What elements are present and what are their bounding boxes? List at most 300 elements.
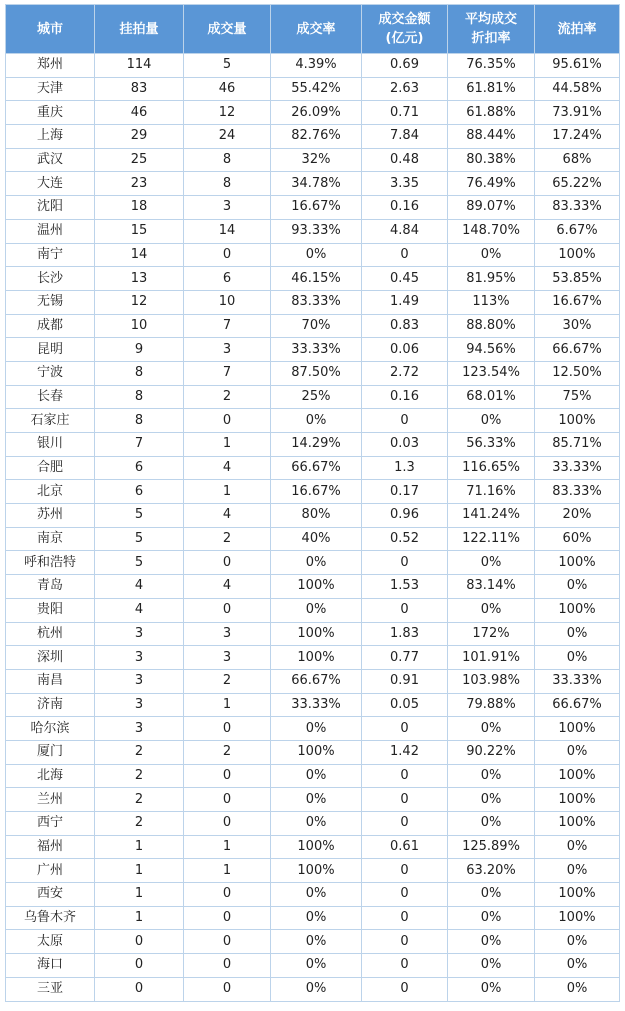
cell-sold: 1 (184, 433, 271, 457)
table-row (6, 172, 620, 196)
cell-deal-rate: 26.09% (271, 101, 362, 125)
cell-failed-rate: 66.67% (535, 338, 620, 362)
cell-sold: 0 (184, 977, 271, 1001)
cell-deal-amount: 0 (362, 812, 448, 836)
cell-failed-rate: 0% (535, 954, 620, 978)
cell-failed-rate: 73.91% (535, 101, 620, 125)
table-row (6, 314, 620, 338)
cell-deal-rate: 0% (271, 930, 362, 954)
cell-failed-rate: 100% (535, 906, 620, 930)
cell-city: 厦门 (6, 740, 95, 764)
cell-failed-rate: 44.58% (535, 77, 620, 101)
table-header (6, 5, 620, 54)
cell-listed: 5 (95, 504, 184, 528)
cell-listed: 15 (95, 219, 184, 243)
cell-deal-rate: 46.15% (271, 267, 362, 291)
cell-avg-discount: 68.01% (448, 385, 535, 409)
cell-failed-rate: 53.85% (535, 267, 620, 291)
cell-failed-rate: 17.24% (535, 125, 620, 149)
cell-failed-rate: 33.33% (535, 456, 620, 480)
cell-deal-rate: 0% (271, 551, 362, 575)
table-row (6, 101, 620, 125)
cell-deal-amount: 4.84 (362, 219, 448, 243)
cell-deal-amount: 1.42 (362, 740, 448, 764)
cell-avg-discount: 61.88% (448, 101, 535, 125)
cell-failed-rate: 30% (535, 314, 620, 338)
cell-city: 乌鲁木齐 (6, 906, 95, 930)
cell-sold: 8 (184, 148, 271, 172)
cell-sold: 3 (184, 646, 271, 670)
cell-deal-amount: 0.69 (362, 54, 448, 78)
cell-avg-discount: 0% (448, 977, 535, 1001)
cell-deal-amount: 0.03 (362, 433, 448, 457)
table-row (6, 551, 620, 575)
table-row (6, 385, 620, 409)
cell-deal-amount: 2.63 (362, 77, 448, 101)
cell-failed-rate: 6.67% (535, 219, 620, 243)
cell-avg-discount: 0% (448, 243, 535, 267)
cell-sold: 7 (184, 361, 271, 385)
cell-listed: 1 (95, 906, 184, 930)
cell-deal-rate: 100% (271, 835, 362, 859)
cell-city: 南京 (6, 527, 95, 551)
cell-listed: 3 (95, 717, 184, 741)
table-row (6, 409, 620, 433)
cell-city: 苏州 (6, 504, 95, 528)
cell-deal-amount: 1.53 (362, 575, 448, 599)
cell-city: 哈尔滨 (6, 717, 95, 741)
cell-avg-discount: 0% (448, 788, 535, 812)
cell-sold: 0 (184, 598, 271, 622)
cell-listed: 3 (95, 669, 184, 693)
cell-sold: 10 (184, 290, 271, 314)
cell-failed-rate: 0% (535, 930, 620, 954)
cell-failed-rate: 20% (535, 504, 620, 528)
cell-deal-rate: 100% (271, 646, 362, 670)
cell-deal-rate: 70% (271, 314, 362, 338)
cell-failed-rate: 33.33% (535, 669, 620, 693)
cell-listed: 2 (95, 812, 184, 836)
cell-listed: 7 (95, 433, 184, 457)
table-row (6, 954, 620, 978)
cell-deal-rate: 16.67% (271, 480, 362, 504)
cell-deal-amount: 0.16 (362, 196, 448, 220)
cell-avg-discount: 125.89% (448, 835, 535, 859)
cell-failed-rate: 95.61% (535, 54, 620, 78)
cell-deal-amount: 0 (362, 954, 448, 978)
cell-failed-rate: 75% (535, 385, 620, 409)
header-listed (95, 5, 184, 54)
cell-city: 杭州 (6, 622, 95, 646)
cell-listed: 83 (95, 77, 184, 101)
cell-avg-discount: 103.98% (448, 669, 535, 693)
header-failed-rate (535, 5, 620, 54)
cell-deal-rate: 0% (271, 977, 362, 1001)
cell-listed: 8 (95, 385, 184, 409)
cell-deal-rate: 0% (271, 409, 362, 433)
cell-deal-rate: 83.33% (271, 290, 362, 314)
cell-deal-amount: 0.48 (362, 148, 448, 172)
cell-failed-rate: 0% (535, 646, 620, 670)
cell-deal-amount: 0 (362, 243, 448, 267)
cell-deal-rate: 100% (271, 859, 362, 883)
cell-listed: 1 (95, 835, 184, 859)
cell-deal-rate: 25% (271, 385, 362, 409)
table-row (6, 622, 620, 646)
cell-avg-discount: 88.80% (448, 314, 535, 338)
cell-sold: 0 (184, 551, 271, 575)
cell-sold: 0 (184, 930, 271, 954)
cell-sold: 1 (184, 859, 271, 883)
cell-avg-discount: 0% (448, 409, 535, 433)
cell-avg-discount: 71.16% (448, 480, 535, 504)
cell-deal-amount: 2.72 (362, 361, 448, 385)
cell-sold: 2 (184, 527, 271, 551)
cell-failed-rate: 16.67% (535, 290, 620, 314)
table-row (6, 456, 620, 480)
header-sold (184, 5, 271, 54)
cell-deal-rate: 0% (271, 243, 362, 267)
cell-failed-rate: 100% (535, 788, 620, 812)
table-row (6, 196, 620, 220)
cell-deal-rate: 0% (271, 883, 362, 907)
cell-listed: 12 (95, 290, 184, 314)
cell-deal-rate: 100% (271, 622, 362, 646)
cell-listed: 3 (95, 646, 184, 670)
header-avg-discount (448, 5, 535, 54)
cell-sold: 2 (184, 385, 271, 409)
cell-city: 郑州 (6, 54, 95, 78)
cell-deal-rate: 0% (271, 717, 362, 741)
cell-failed-rate: 83.33% (535, 196, 620, 220)
cell-sold: 4 (184, 575, 271, 599)
cell-deal-rate: 93.33% (271, 219, 362, 243)
cell-city: 大连 (6, 172, 95, 196)
cell-deal-rate: 82.76% (271, 125, 362, 149)
cell-listed: 5 (95, 527, 184, 551)
cell-deal-amount: 0 (362, 551, 448, 575)
table-row (6, 504, 620, 528)
cell-avg-discount: 63.20% (448, 859, 535, 883)
cell-deal-amount: 0 (362, 717, 448, 741)
cell-city: 北海 (6, 764, 95, 788)
table-row (6, 125, 620, 149)
cell-city: 长沙 (6, 267, 95, 291)
cell-failed-rate: 0% (535, 835, 620, 859)
table-row (6, 54, 620, 78)
cell-sold: 1 (184, 480, 271, 504)
cell-city: 兰州 (6, 788, 95, 812)
cell-deal-rate: 0% (271, 954, 362, 978)
cell-deal-amount: 0 (362, 930, 448, 954)
cell-city: 海口 (6, 954, 95, 978)
cell-city: 广州 (6, 859, 95, 883)
cell-listed: 0 (95, 977, 184, 1001)
cell-deal-amount: 0 (362, 883, 448, 907)
cell-avg-discount: 76.35% (448, 54, 535, 78)
table-row (6, 598, 620, 622)
table-row (6, 740, 620, 764)
cell-listed: 25 (95, 148, 184, 172)
cell-city: 天津 (6, 77, 95, 101)
city-auction-stats-table (5, 4, 620, 1002)
cell-deal-amount: 0 (362, 764, 448, 788)
cell-sold: 5 (184, 54, 271, 78)
cell-listed: 9 (95, 338, 184, 362)
cell-failed-rate: 100% (535, 598, 620, 622)
cell-deal-amount: 0.06 (362, 338, 448, 362)
table-row (6, 835, 620, 859)
cell-avg-discount: 90.22% (448, 740, 535, 764)
table-row (6, 527, 620, 551)
header-listed-line: 挂拍量 (119, 21, 159, 37)
cell-deal-rate: 0% (271, 598, 362, 622)
cell-listed: 0 (95, 930, 184, 954)
cell-avg-discount: 0% (448, 764, 535, 788)
cell-listed: 3 (95, 622, 184, 646)
cell-failed-rate: 60% (535, 527, 620, 551)
cell-deal-rate: 4.39% (271, 54, 362, 78)
cell-deal-amount: 0 (362, 409, 448, 433)
cell-failed-rate: 68% (535, 148, 620, 172)
cell-city: 宁波 (6, 361, 95, 385)
cell-listed: 13 (95, 267, 184, 291)
header-deal-amount (362, 5, 448, 54)
cell-city: 合肥 (6, 456, 95, 480)
cell-sold: 4 (184, 456, 271, 480)
cell-failed-rate: 100% (535, 764, 620, 788)
cell-avg-discount: 89.07% (448, 196, 535, 220)
cell-failed-rate: 100% (535, 883, 620, 907)
cell-failed-rate: 100% (535, 409, 620, 433)
cell-deal-rate: 33.33% (271, 338, 362, 362)
header-deal-amount-line: 成交金额 (378, 12, 431, 27)
cell-listed: 46 (95, 101, 184, 125)
table-row (6, 930, 620, 954)
table-row (6, 717, 620, 741)
cell-deal-rate: 34.78% (271, 172, 362, 196)
cell-sold: 0 (184, 764, 271, 788)
cell-failed-rate: 0% (535, 859, 620, 883)
cell-avg-discount: 56.33% (448, 433, 535, 457)
cell-listed: 2 (95, 788, 184, 812)
cell-avg-discount: 0% (448, 930, 535, 954)
table-row (6, 859, 620, 883)
header-deal-amount-line: (亿元) (385, 31, 424, 46)
header-sold-line: 成交量 (207, 21, 247, 37)
cell-deal-rate: 0% (271, 764, 362, 788)
header-avg-discount-line: 折扣率 (471, 31, 511, 46)
cell-failed-rate: 85.71% (535, 433, 620, 457)
table-row (6, 243, 620, 267)
cell-sold: 0 (184, 409, 271, 433)
header-failed-rate-line: 流拍率 (557, 21, 597, 37)
cell-deal-rate: 32% (271, 148, 362, 172)
cell-deal-amount: 0.61 (362, 835, 448, 859)
cell-avg-discount: 113% (448, 290, 535, 314)
cell-avg-discount: 148.70% (448, 219, 535, 243)
table-row (6, 788, 620, 812)
cell-deal-rate: 0% (271, 812, 362, 836)
table-row (6, 906, 620, 930)
cell-city: 银川 (6, 433, 95, 457)
header-deal-rate (271, 5, 362, 54)
cell-avg-discount: 61.81% (448, 77, 535, 101)
cell-sold: 12 (184, 101, 271, 125)
table-row (6, 812, 620, 836)
cell-deal-rate: 66.67% (271, 456, 362, 480)
cell-deal-amount: 7.84 (362, 125, 448, 149)
cell-deal-rate: 66.67% (271, 669, 362, 693)
table-row (6, 290, 620, 314)
cell-deal-amount: 0 (362, 788, 448, 812)
header-deal-rate-line: 成交率 (296, 21, 336, 37)
cell-city: 北京 (6, 480, 95, 504)
cell-city: 无锡 (6, 290, 95, 314)
cell-failed-rate: 0% (535, 622, 620, 646)
cell-avg-discount: 83.14% (448, 575, 535, 599)
cell-deal-amount: 3.35 (362, 172, 448, 196)
cell-city: 成都 (6, 314, 95, 338)
cell-city: 石家庄 (6, 409, 95, 433)
cell-sold: 3 (184, 338, 271, 362)
cell-listed: 1 (95, 883, 184, 907)
cell-city: 三亚 (6, 977, 95, 1001)
cell-listed: 10 (95, 314, 184, 338)
cell-sold: 24 (184, 125, 271, 149)
header-city-line: 城市 (36, 21, 63, 37)
cell-city: 重庆 (6, 101, 95, 125)
cell-deal-amount: 0.16 (362, 385, 448, 409)
cell-failed-rate: 100% (535, 243, 620, 267)
cell-deal-amount: 0 (362, 977, 448, 1001)
cell-city: 长春 (6, 385, 95, 409)
cell-city: 西宁 (6, 812, 95, 836)
cell-deal-amount: 0.05 (362, 693, 448, 717)
cell-avg-discount: 0% (448, 954, 535, 978)
cell-deal-rate: 100% (271, 575, 362, 599)
cell-listed: 6 (95, 480, 184, 504)
table-row (6, 977, 620, 1001)
cell-avg-discount: 0% (448, 551, 535, 575)
cell-deal-rate: 40% (271, 527, 362, 551)
cell-listed: 2 (95, 740, 184, 764)
cell-city: 济南 (6, 693, 95, 717)
cell-listed: 8 (95, 409, 184, 433)
cell-avg-discount: 94.56% (448, 338, 535, 362)
cell-deal-amount: 0.77 (362, 646, 448, 670)
cell-deal-rate: 55.42% (271, 77, 362, 101)
cell-avg-discount: 141.24% (448, 504, 535, 528)
cell-listed: 3 (95, 693, 184, 717)
cell-listed: 4 (95, 575, 184, 599)
cell-sold: 3 (184, 622, 271, 646)
table-row (6, 764, 620, 788)
cell-sold: 4 (184, 504, 271, 528)
header-city (6, 5, 95, 54)
cell-avg-discount: 116.65% (448, 456, 535, 480)
cell-sold: 6 (184, 267, 271, 291)
cell-sold: 46 (184, 77, 271, 101)
cell-deal-amount: 0 (362, 859, 448, 883)
cell-deal-rate: 33.33% (271, 693, 362, 717)
cell-deal-amount: 1.49 (362, 290, 448, 314)
cell-listed: 1 (95, 859, 184, 883)
header-avg-discount-line: 平均成交 (464, 12, 517, 27)
cell-deal-amount: 1.83 (362, 622, 448, 646)
cell-sold: 3 (184, 196, 271, 220)
cell-sold: 2 (184, 669, 271, 693)
table-row (6, 148, 620, 172)
table-row (6, 361, 620, 385)
cell-deal-amount: 1.3 (362, 456, 448, 480)
cell-avg-discount: 79.88% (448, 693, 535, 717)
cell-city: 太原 (6, 930, 95, 954)
cell-avg-discount: 0% (448, 717, 535, 741)
cell-city: 昆明 (6, 338, 95, 362)
cell-sold: 0 (184, 243, 271, 267)
cell-deal-amount: 0 (362, 598, 448, 622)
cell-avg-discount: 88.44% (448, 125, 535, 149)
table-row (6, 267, 620, 291)
cell-deal-rate: 16.67% (271, 196, 362, 220)
cell-deal-rate: 0% (271, 788, 362, 812)
cell-listed: 4 (95, 598, 184, 622)
cell-avg-discount: 0% (448, 906, 535, 930)
cell-city: 呼和浩特 (6, 551, 95, 575)
cell-sold: 0 (184, 788, 271, 812)
cell-failed-rate: 100% (535, 717, 620, 741)
table-row (6, 480, 620, 504)
cell-listed: 8 (95, 361, 184, 385)
table-row (6, 646, 620, 670)
cell-sold: 8 (184, 172, 271, 196)
cell-listed: 5 (95, 551, 184, 575)
cell-sold: 7 (184, 314, 271, 338)
cell-avg-discount: 0% (448, 812, 535, 836)
cell-failed-rate: 66.67% (535, 693, 620, 717)
cell-failed-rate: 100% (535, 551, 620, 575)
cell-avg-discount: 81.95% (448, 267, 535, 291)
cell-sold: 1 (184, 693, 271, 717)
cell-deal-amount: 0.71 (362, 101, 448, 125)
cell-deal-rate: 87.50% (271, 361, 362, 385)
cell-failed-rate: 100% (535, 812, 620, 836)
cell-avg-discount: 0% (448, 598, 535, 622)
cell-deal-amount: 0.45 (362, 267, 448, 291)
cell-deal-amount: 0.17 (362, 480, 448, 504)
cell-city: 上海 (6, 125, 95, 149)
cell-sold: 0 (184, 906, 271, 930)
table-row (6, 575, 620, 599)
auction-table-container (5, 4, 619, 1002)
cell-sold: 14 (184, 219, 271, 243)
cell-deal-amount: 0.91 (362, 669, 448, 693)
cell-avg-discount: 123.54% (448, 361, 535, 385)
cell-deal-rate: 14.29% (271, 433, 362, 457)
table-row (6, 693, 620, 717)
cell-city: 西安 (6, 883, 95, 907)
cell-sold: 1 (184, 835, 271, 859)
table-row (6, 77, 620, 101)
cell-listed: 23 (95, 172, 184, 196)
cell-city: 深圳 (6, 646, 95, 670)
cell-deal-rate: 80% (271, 504, 362, 528)
cell-avg-discount: 76.49% (448, 172, 535, 196)
cell-failed-rate: 83.33% (535, 480, 620, 504)
table-row (6, 669, 620, 693)
cell-sold: 0 (184, 954, 271, 978)
